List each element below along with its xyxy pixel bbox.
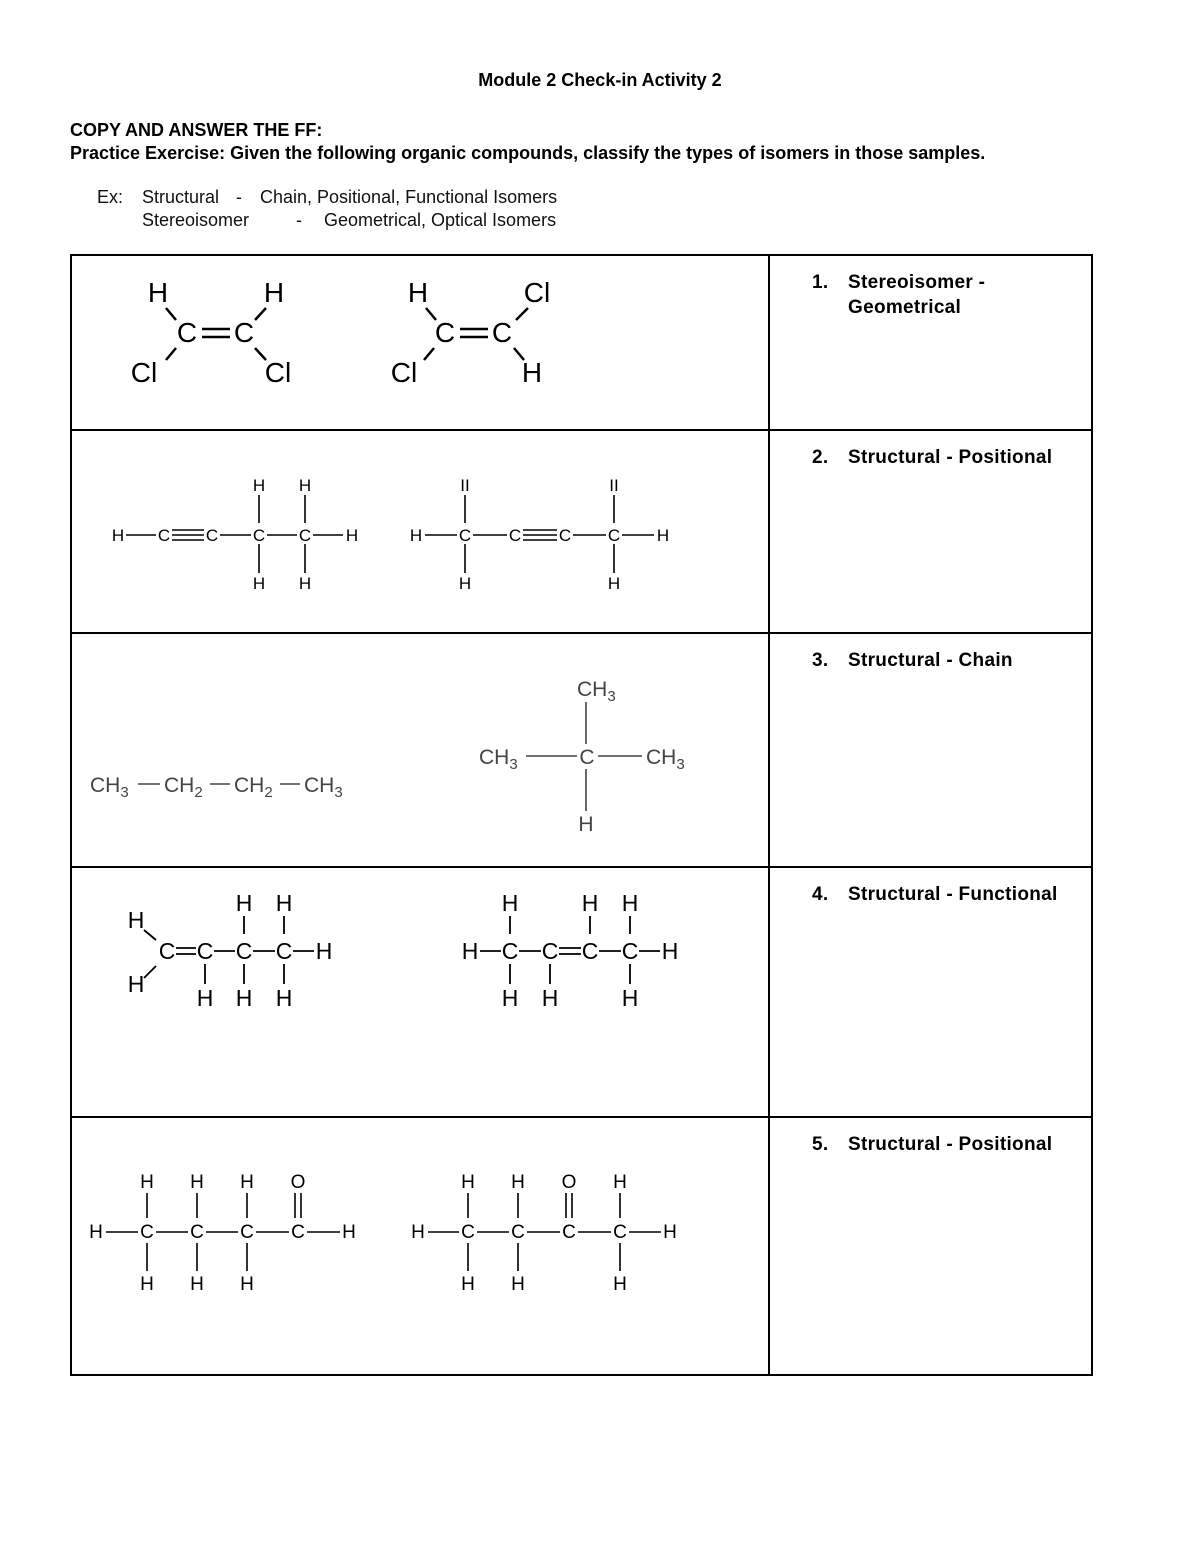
- atom-label: H: [252, 574, 266, 593]
- atom-label: C: [621, 938, 639, 964]
- atom-label: C: [157, 526, 171, 545]
- structure-cell-5: [71, 1117, 769, 1375]
- group-label: $CH_3$: [479, 746, 518, 773]
- atom-label: C: [458, 526, 472, 545]
- atom-label: C: [275, 938, 293, 964]
- atom-label: H: [240, 1172, 254, 1193]
- atom-label: H: [411, 1222, 425, 1243]
- atom-label: H: [581, 890, 599, 916]
- answer-text: Stereoisomer - Geometrical: [848, 272, 986, 318]
- atom-label: O: [290, 1172, 306, 1193]
- atom-label: Cl: [390, 357, 418, 388]
- page-title: Module 2 Check-in Activity 2: [478, 70, 722, 90]
- subscript: 2: [264, 784, 273, 801]
- atom-label: H: [621, 985, 639, 1011]
- atom-label: H: [345, 526, 359, 545]
- atom-label: H: [127, 971, 145, 997]
- table-row: [71, 430, 1092, 633]
- atom-label: H: [409, 526, 423, 545]
- atom-label: H: [461, 938, 479, 964]
- atom-label: H: [607, 574, 621, 593]
- atom-label: H: [190, 1172, 204, 1193]
- subscript: 3: [120, 784, 129, 801]
- atom-label: C: [158, 938, 176, 964]
- atom-label: O: [561, 1172, 577, 1193]
- atom-label: C: [235, 938, 253, 964]
- atom-label: Cl: [523, 277, 551, 308]
- atom-label: II: [609, 476, 619, 495]
- subscript: 3: [607, 688, 616, 705]
- row2-structures: [72, 431, 768, 627]
- atom-label: H: [240, 1274, 254, 1295]
- group-label: $CH_3$: [304, 774, 343, 801]
- atom-label: C: [541, 938, 559, 964]
- table-row: [71, 867, 1092, 1117]
- atom-label: C: [461, 1222, 475, 1243]
- atom-label: H: [190, 1274, 204, 1295]
- answer-text: Structural - Functional: [848, 884, 1058, 905]
- answer-cell-3: [769, 633, 1092, 867]
- example-structural: Structural: [142, 187, 220, 207]
- atom-label: H: [275, 985, 293, 1011]
- atom-label: H: [235, 985, 253, 1011]
- group-label: $CH_3$: [577, 678, 616, 705]
- answer-text: Structural - Chain: [848, 650, 1013, 671]
- atom-label: H: [263, 277, 285, 308]
- atom-label: H: [235, 890, 253, 916]
- table-row: [71, 633, 1092, 867]
- atom-label: H: [656, 526, 670, 545]
- example-dash-1: -: [236, 187, 242, 207]
- group-label: $CH_2$: [234, 774, 273, 801]
- structure-cell-3: [71, 633, 769, 867]
- atom-label: H: [275, 890, 293, 916]
- row1-structures: [72, 256, 768, 424]
- subscript: 3: [334, 784, 343, 801]
- atom-label: H: [541, 985, 559, 1011]
- group-label: $CH_2$: [164, 774, 203, 801]
- atom-label: H: [147, 277, 169, 308]
- subscript: 3: [509, 756, 518, 773]
- atom-label: H: [342, 1222, 356, 1243]
- answer-number: 4.: [812, 884, 829, 905]
- answer-number: 1.: [812, 272, 829, 293]
- atom-label: H: [661, 938, 679, 964]
- atom-label: H: [298, 476, 312, 495]
- atom-label: H: [613, 1274, 627, 1295]
- structure-cell-2: [71, 430, 769, 633]
- atom-label: C: [176, 317, 198, 348]
- atom-label: H: [663, 1222, 677, 1243]
- group-label: $CH_3$: [90, 774, 129, 801]
- atom-label: II: [460, 476, 470, 495]
- answer-text: Structural - Positional: [848, 1134, 1053, 1155]
- atom-label: C: [508, 526, 522, 545]
- answer-number: 2.: [812, 447, 829, 468]
- atom-label: C: [291, 1222, 305, 1243]
- answer-cell-2: [769, 430, 1092, 633]
- atom-label: Cl: [130, 357, 158, 388]
- atom-label: C: [205, 526, 219, 545]
- atom-label: H: [458, 574, 472, 593]
- atom-label: C: [196, 938, 214, 964]
- atom-label: H: [298, 574, 312, 593]
- atom-label: Cl: [264, 357, 292, 388]
- example-stereo-types: Geometrical, Optical Isomers: [324, 210, 557, 230]
- example-structural-types: Chain, Positional, Functional Isomers: [260, 187, 558, 207]
- subscript: 3: [676, 756, 685, 773]
- structure-cell-4: [71, 867, 769, 1117]
- answer-cell-1: [769, 255, 1092, 430]
- subscript: 2: [194, 784, 203, 801]
- atom-label: H: [140, 1274, 154, 1295]
- atom-label: C: [240, 1222, 254, 1243]
- row4-structures: [72, 868, 768, 1111]
- atom-label: H: [511, 1274, 525, 1295]
- atom-label: C: [233, 317, 255, 348]
- atom-label: H: [315, 938, 333, 964]
- atom-label: C: [613, 1222, 627, 1243]
- atom-label: C: [607, 526, 621, 545]
- example-prefix: Ex:: [97, 187, 124, 207]
- example-dash-2: -: [296, 210, 302, 230]
- atom-label: H: [501, 890, 519, 916]
- bonds: [138, 702, 642, 811]
- example-stereoisomer: Stereoisomer: [142, 210, 250, 230]
- isomer-table: [70, 254, 1093, 1376]
- structure-cell-1: [71, 255, 769, 430]
- answer-number: 5.: [812, 1134, 829, 1155]
- atom-label: C: [140, 1222, 154, 1243]
- atom-label: C: [562, 1222, 576, 1243]
- answer-text: Structural - Positional: [848, 447, 1053, 468]
- atom-label: H: [407, 277, 429, 308]
- atom-label: C: [298, 526, 312, 545]
- atom-label: H: [127, 907, 145, 933]
- atom-label: H: [521, 357, 543, 388]
- row3-structures: [72, 634, 768, 861]
- atom-label: C: [581, 938, 599, 964]
- answer-cell-4: [769, 867, 1092, 1117]
- atom-label: C: [491, 317, 513, 348]
- atom-label: C: [558, 526, 572, 545]
- atom-label: H: [89, 1222, 103, 1243]
- atom-label: C: [511, 1222, 525, 1243]
- group-label: $CH_3$: [646, 746, 685, 773]
- atom-label: H: [140, 1172, 154, 1193]
- atom-label: H: [613, 1172, 627, 1193]
- answer-number: 3.: [812, 650, 829, 671]
- table-row: [71, 255, 1092, 430]
- atom-label: H: [252, 476, 266, 495]
- atom-label: H: [196, 985, 214, 1011]
- atom-label: H: [111, 526, 125, 545]
- atom-label: H: [511, 1172, 525, 1193]
- atom-label: H: [501, 985, 519, 1011]
- atom-label: C: [190, 1222, 204, 1243]
- atom-label: H: [621, 890, 639, 916]
- instruction-exercise: Practice Exercise: Given the following organic compounds, classify the types of isomers in those samples.: [70, 143, 986, 163]
- atom-label: C: [434, 317, 456, 348]
- atom-label: H: [578, 813, 594, 836]
- atom-label: H: [461, 1274, 475, 1295]
- bonds: [166, 308, 528, 360]
- row5-structures: [72, 1118, 768, 1369]
- atom-label: C: [501, 938, 519, 964]
- atom-label: C: [252, 526, 266, 545]
- instruction-copy: COPY AND ANSWER THE FF:: [70, 120, 323, 140]
- atom-label: C: [579, 746, 595, 769]
- table-row: [71, 1117, 1092, 1375]
- atom-label: H: [461, 1172, 475, 1193]
- answer-cell-5: [769, 1117, 1092, 1375]
